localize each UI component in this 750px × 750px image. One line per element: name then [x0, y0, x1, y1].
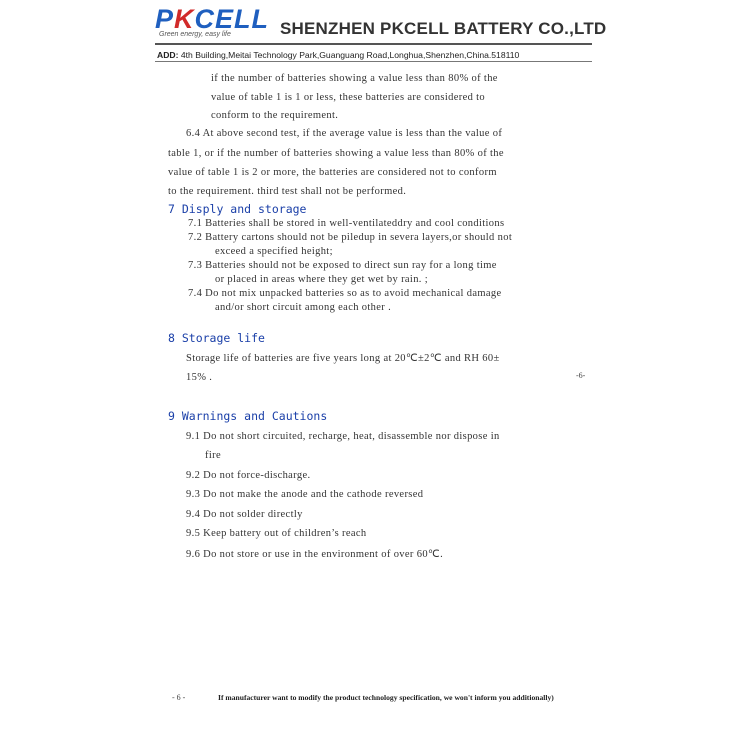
body-line: value of table 1 is 2 or more, the batteries are considered not to conform — [168, 167, 497, 178]
body-line: if the number of batteries showing a value less than 80% of the — [211, 73, 498, 84]
logo-wordmark: PKCELL — [155, 4, 270, 34]
company-name: SHENZHEN PKCELL BATTERY CO.,LTD — [280, 19, 607, 38]
clause-9-1-cont: fire — [205, 450, 221, 461]
clause-6-4: 6.4 At above second test, if the average value is less than the value of — [186, 128, 503, 139]
clause-7-2: 7.2 Battery cartons should not be piledup in severa layers,or should not — [188, 232, 513, 243]
clause-7-3: 7.3 Batteries should not be exposed to direct sun ray for a long time — [188, 260, 497, 271]
clause-7-4: 7.4 Do not mix unpacked batteries so as to avoid mechanical damage — [188, 288, 502, 299]
body-line: table 1, or if the number of batteries showing a value less than 80% of the — [168, 148, 504, 159]
clause-9-4: 9.4 Do not solder directly — [186, 509, 303, 520]
storage-life-text-cont: 15% . — [186, 372, 213, 383]
clause-7-3-cont: or placed in areas where they get wet by rain. ; — [215, 274, 429, 285]
clause-9-5: 9.5 Keep battery out of children’s reach — [186, 528, 367, 539]
clause-9-1: 9.1 Do not short circuited, recharge, heat, disassemble nor dispose in — [186, 431, 500, 442]
footer-page-number: - 6 - — [172, 693, 186, 702]
clause-9-3: 9.3 Do not make the anode and the cathode reversed — [186, 489, 424, 500]
company-address: ADD: 4th Building,Meitai Technology Park,Guanguang Road,Longhua,Shenzhen,China.518110 — [157, 50, 520, 60]
header-rule — [155, 43, 592, 45]
clause-9-2: 9.2 Do not force-discharge. — [186, 470, 311, 481]
logo-tagline: Green energy, easy life — [159, 31, 231, 38]
page-mark: -6- — [576, 371, 586, 380]
section-8-heading: 8 Storage life — [168, 331, 265, 345]
header-rule-thin — [155, 61, 592, 62]
body-line: value of table 1 is 1 or less, these batteries are considered to — [211, 92, 486, 103]
clause-7-2-cont: exceed a specified height; — [215, 246, 333, 257]
clause-7-1: 7.1 Batteries shall be stored in well-ventilateddry and cool conditions — [188, 218, 505, 229]
body-line: to the requirement. third test shall not be performed. — [168, 186, 407, 197]
clause-9-6: 9.6 Do not store or use in the environment of over 60℃. — [186, 549, 444, 560]
page-header — [0, 0, 750, 70]
section-7-heading: 7 Disply and storage — [168, 202, 307, 216]
body-line: conform to the requirement. — [211, 110, 339, 121]
pkcell-logo — [155, 4, 275, 44]
footer-note: If manufacturer want to modify the product technology specification, we won't inform you additionally) — [218, 693, 554, 702]
storage-life-text: Storage life of batteries are five years long at 20℃±2℃ and RH 60± — [186, 353, 500, 364]
section-9-heading: 9 Warnings and Cautions — [168, 409, 328, 423]
clause-7-4-cont: and/or short circuit among each other . — [215, 302, 392, 313]
